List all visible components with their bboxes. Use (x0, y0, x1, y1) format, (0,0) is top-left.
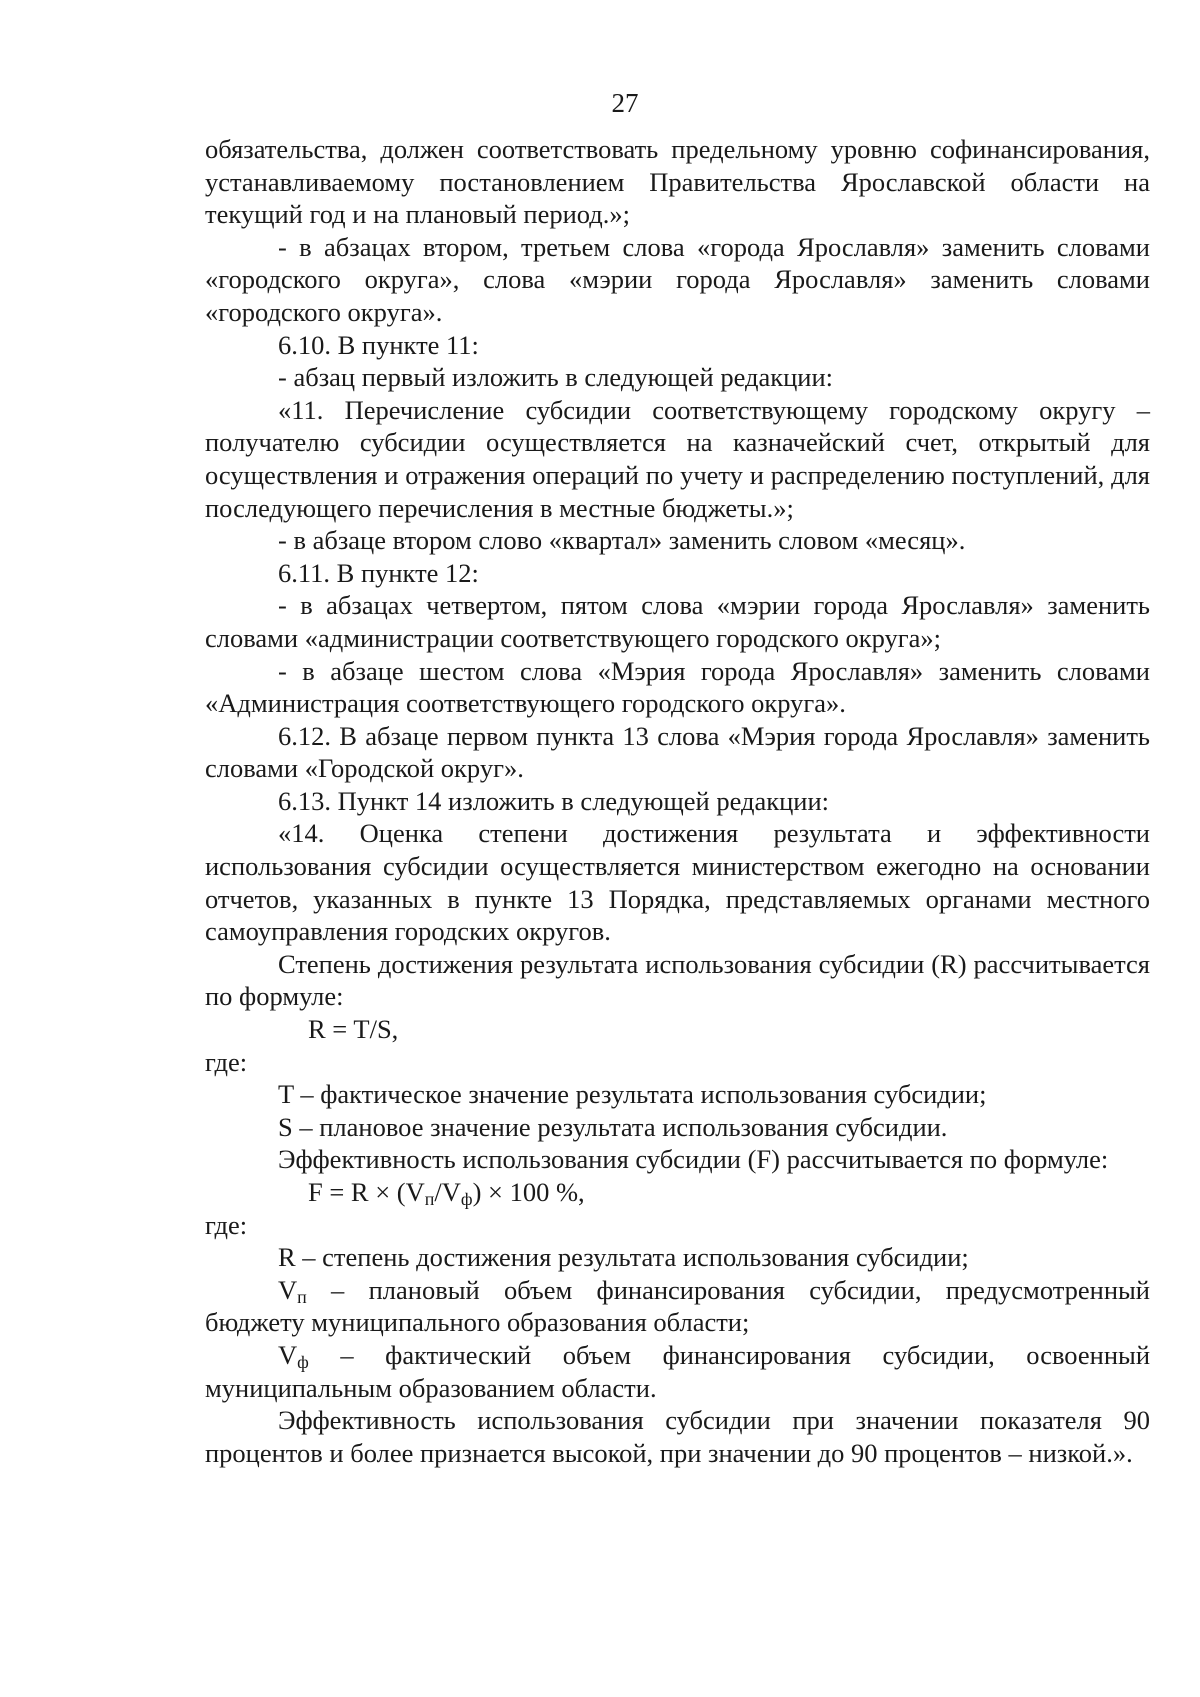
paragraph: - в абзаце шестом слова «Мэрия города Ярославля» заменить словами «Администрация соответствующего городского округа». (205, 655, 1150, 719)
definition-vp (205, 1274, 1150, 1339)
formula-f-part1: F = R × (V (308, 1177, 425, 1207)
paragraph: 6.10. В пункте 11: (278, 329, 479, 360)
formula-f-sub1: п (424, 1189, 435, 1209)
definition-vp-sub: п (297, 1286, 307, 1307)
definition-vp-symbol: V (278, 1274, 298, 1305)
paragraph: - в абзаце втором слово «квартал» заменить словом «месяц». (278, 525, 966, 556)
paragraph: - в абзацах втором, третьем слова «города Ярославля» заменить словами «городского округа», слова «мэрии города Ярославля» заменить словами «городского округа». (205, 231, 1150, 327)
where-label-2: где: (205, 1209, 248, 1240)
paragraph: 6.13. Пункт 14 изложить в следующей редакции: (278, 785, 830, 816)
definition-r: R – степень достижения результата использования субсидии; (278, 1242, 969, 1273)
paragraph: «11. Перечисление субсидии соответствующему городскому округу – получателю субсидии осуществляется на казначейский счет, открытый для осуществления и отражения операций по учету и распределению поступлений, для последующего перечисления в местные бюджеты.»; (205, 394, 1150, 523)
middle-paragraphs (205, 1078, 1150, 1176)
document-body (205, 133, 1150, 1469)
paragraph: обязательства, должен соответствовать предельному уровню софинансирования, устанавливаемому постановлением Правительства Ярославской области на текущий год и на плановый период.»; (205, 134, 1150, 230)
definition-vf-text: – фактический объем финансирования субсидии, освоенный муниципальным образованием области. (205, 1339, 1150, 1403)
paragraph: 6.11. В пункте 12: (278, 557, 479, 588)
paragraph: T – фактическое значение результата использования субсидии; (278, 1079, 987, 1110)
formula-f (205, 1176, 1150, 1209)
paragraph: Степень достижения результата использования субсидии (R) рассчитывается по формуле: (205, 948, 1150, 1012)
definition-vf-symbol: V (278, 1339, 298, 1370)
formula-f-part3: ) × 100 %, (472, 1177, 585, 1207)
paragraph: - в абзацах четвертом, пятом слова «мэрии города Ярославля» заменить словами «администрации соответствующего городского округа»; (205, 590, 1150, 653)
definition-vp-text: – плановый объем финансирования субсидии, предусмотренный бюджету муниципального образования области; (205, 1274, 1150, 1338)
formula-r: R = T/S, (308, 1014, 399, 1045)
closing-paragraph: Эффективность использования субсидии при значении показателя 90 процентов и более признается высокой, при значении до 90 процентов – низкой.». (205, 1405, 1150, 1468)
paragraph: «14. Оценка степени достижения результата и эффективности использования субсидии осуществляется министерством ежегодно на основании отчетов, указанных в пункте 13 Порядка, представляемых органами местного самоуправления городских округов. (205, 818, 1150, 947)
paragraph: - абзац первый изложить в следующей редакции: (278, 362, 834, 393)
page-number: 27 (611, 88, 639, 118)
definition-vf-sub: ф (297, 1351, 309, 1372)
paragraph: 6.12. В абзаце первом пункта 13 слова «Мэрия города Ярославля» заменить словами «Городской округ». (205, 720, 1150, 784)
formula-f-sub2: ф (460, 1189, 473, 1209)
paragraph: S – плановое значение результата использования субсидии. (278, 1111, 948, 1142)
top-paragraphs (205, 133, 1150, 1013)
paragraph: Эффективность использования субсидии (F) рассчитывается по формуле: (278, 1144, 1109, 1175)
where-label-1: где: (205, 1046, 248, 1077)
definition-vf (205, 1339, 1150, 1404)
formula-f-part2: /V (434, 1177, 461, 1207)
